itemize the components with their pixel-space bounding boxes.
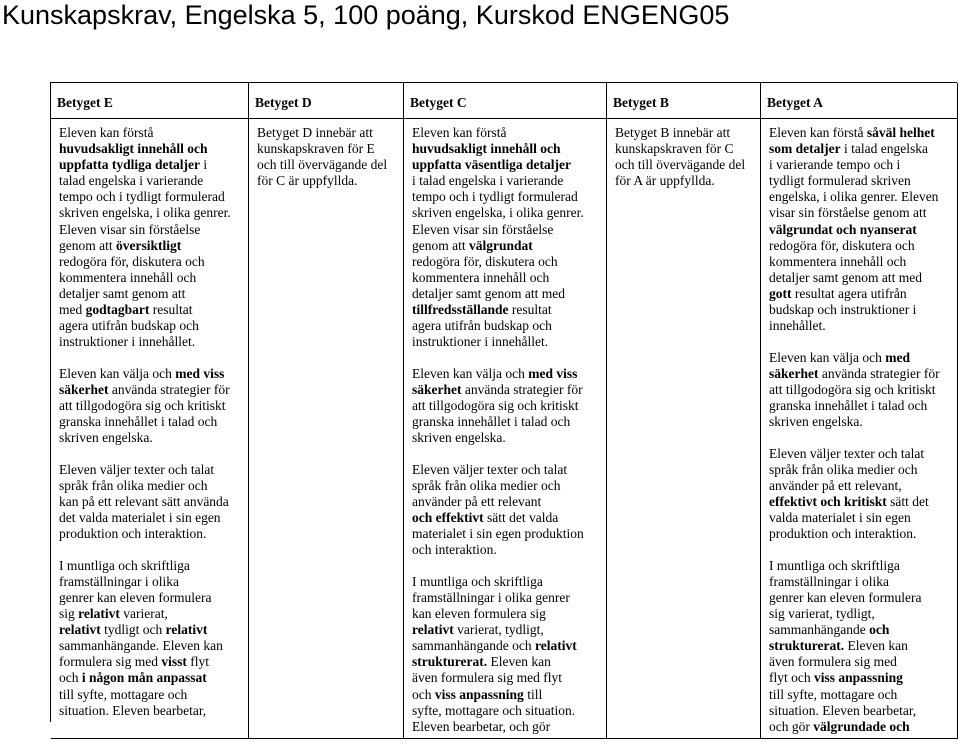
page-title: Kunskapskrav, Engelska 5, 100 poäng, Kurskod ENGENG05 [2, 0, 730, 30]
criteria-cell-e [51, 119, 249, 739]
criteria-paragraph: Betyget D innebär att kunskapskraven för E och till övervägande del för C är uppfyllda. [257, 125, 388, 189]
criteria-paragraph: Eleven väljer texter och talat språk från olika medier och kan på ett relevant sätt använda det valda materialet i sin egen produktion och interaktion. [59, 461, 229, 542]
criteria-cell-c [404, 119, 607, 739]
header-label: Betyget A [767, 95, 823, 110]
criteria-paragraph: I muntliga och skriftliga framställningar i olika genrer kan eleven formulera sig relativt varierat, tydligt, sammanhängande och relativt strukturerat. Eleven kan även formulera sig med flyt och viss anpassning till syfte, mottagare och situation. Eleven bearbetar, och gör [412, 573, 577, 734]
header-grade-d [249, 83, 404, 119]
criteria-cell-d [249, 119, 404, 739]
header-label: Betyget B [613, 95, 669, 110]
criteria-text [412, 125, 604, 750]
criteria-text [257, 125, 401, 205]
criteria-text [59, 125, 246, 734]
criteria-paragraph: I muntliga och skriftliga framställningar i olika genrer kan eleven formulera sig varierat, tydligt, sammanhängande och strukturerat. Eleven kan även formulera sig med flyt och viss anpassning till syfte, mottagare och situation. Eleven bearbetar, och gör välgrundade och [769, 557, 922, 734]
criteria-text [615, 125, 758, 205]
criteria-paragraph: Eleven väljer texter och talat språk från olika medier och använder på ett relevant och effektivt sätt det valda materialet i sin egen produktion och interaktion. [412, 461, 584, 558]
criteria-paragraph: Eleven kan välja och med viss säkerhet använda strategier för att tillgodogöra sig och kritiskt granska innehållet i talad och skriven engelska. [59, 365, 230, 446]
criteria-paragraph: Eleven kan förstå huvudsakligt innehåll och uppfatta tydliga detaljer i talad engelska i varierande tempo och i tydligt formulerad skriven engelska, i olika genrer. Eleven visar sin förståelse genom att översiktligt redogöra för, diskutera och kommentera innehåll och detaljer samt genom att med godtagbart resultat agera utifrån budskap och instruktioner i innehållet. [59, 125, 231, 350]
criteria-paragraph: Eleven kan välja och med säkerhet använda strategier för att tillgodogöra sig och kritiskt granska innehållet i talad och skriven engelska. [769, 349, 940, 430]
grading-table [50, 82, 957, 734]
criteria-paragraph: Eleven kan förstå såväl helhet som detaljer i talad engelska i varierande tempo och i tydligt formulerad skriven engelska, i olika genrer. Eleven visar sin förståelse genom att välgrundat och nyanserat redogöra för, diskutera och kommentera innehåll och detaljer samt genom att med gott resultat agera utifrån budskap och instruktioner i innehållet. [769, 125, 939, 334]
criteria-paragraph: I muntliga och skriftliga framställningar i olika genrer kan eleven formulera sig relativt varierat, relativt tydligt och relativt sammanhängande. Eleven kan formulera sig med visst flyt och i någon mån anpassat till syfte, mottagare och situation. Eleven bearbetar, [59, 557, 223, 718]
criteria-text [769, 125, 955, 750]
criteria-paragraph: Eleven kan välja och med viss säkerhet använda strategier för att tillgodogöra sig och kritiskt granska innehållet i talad och skriven engelska. [412, 365, 583, 446]
criteria-cell-b [607, 119, 761, 739]
criteria-paragraph: Eleven kan förstå huvudsakligt innehåll och uppfatta väsentliga detaljer i talad engelska i varierande tempo och i tydligt formulerad skriven engelska, i olika genrer. Eleven visar sin förståelse genom att välgrundat redogöra för, diskutera och kommentera innehåll och detaljer samt genom att med tillfredsställande resultat agera utifrån budskap och instruktioner i innehållet. [412, 125, 584, 350]
criteria-cell-a [761, 119, 958, 739]
header-grade-b [607, 83, 761, 119]
criteria-paragraph: Eleven väljer texter och talat språk från olika medier och använder på ett relevant, effektivt och kritiskt sätt det valda materialet i sin egen produktion och interaktion. [769, 445, 929, 542]
criteria-paragraph: Betyget B innebär att kunskapskraven för C och till övervägande del för A är uppfyllda. [615, 125, 746, 189]
header-grade-e [51, 83, 249, 119]
header-label: Betyget E [57, 95, 113, 110]
header-grade-a [761, 83, 958, 119]
header-label: Betyget D [255, 95, 312, 110]
header-label: Betyget C [410, 95, 467, 110]
header-grade-c [404, 83, 607, 119]
